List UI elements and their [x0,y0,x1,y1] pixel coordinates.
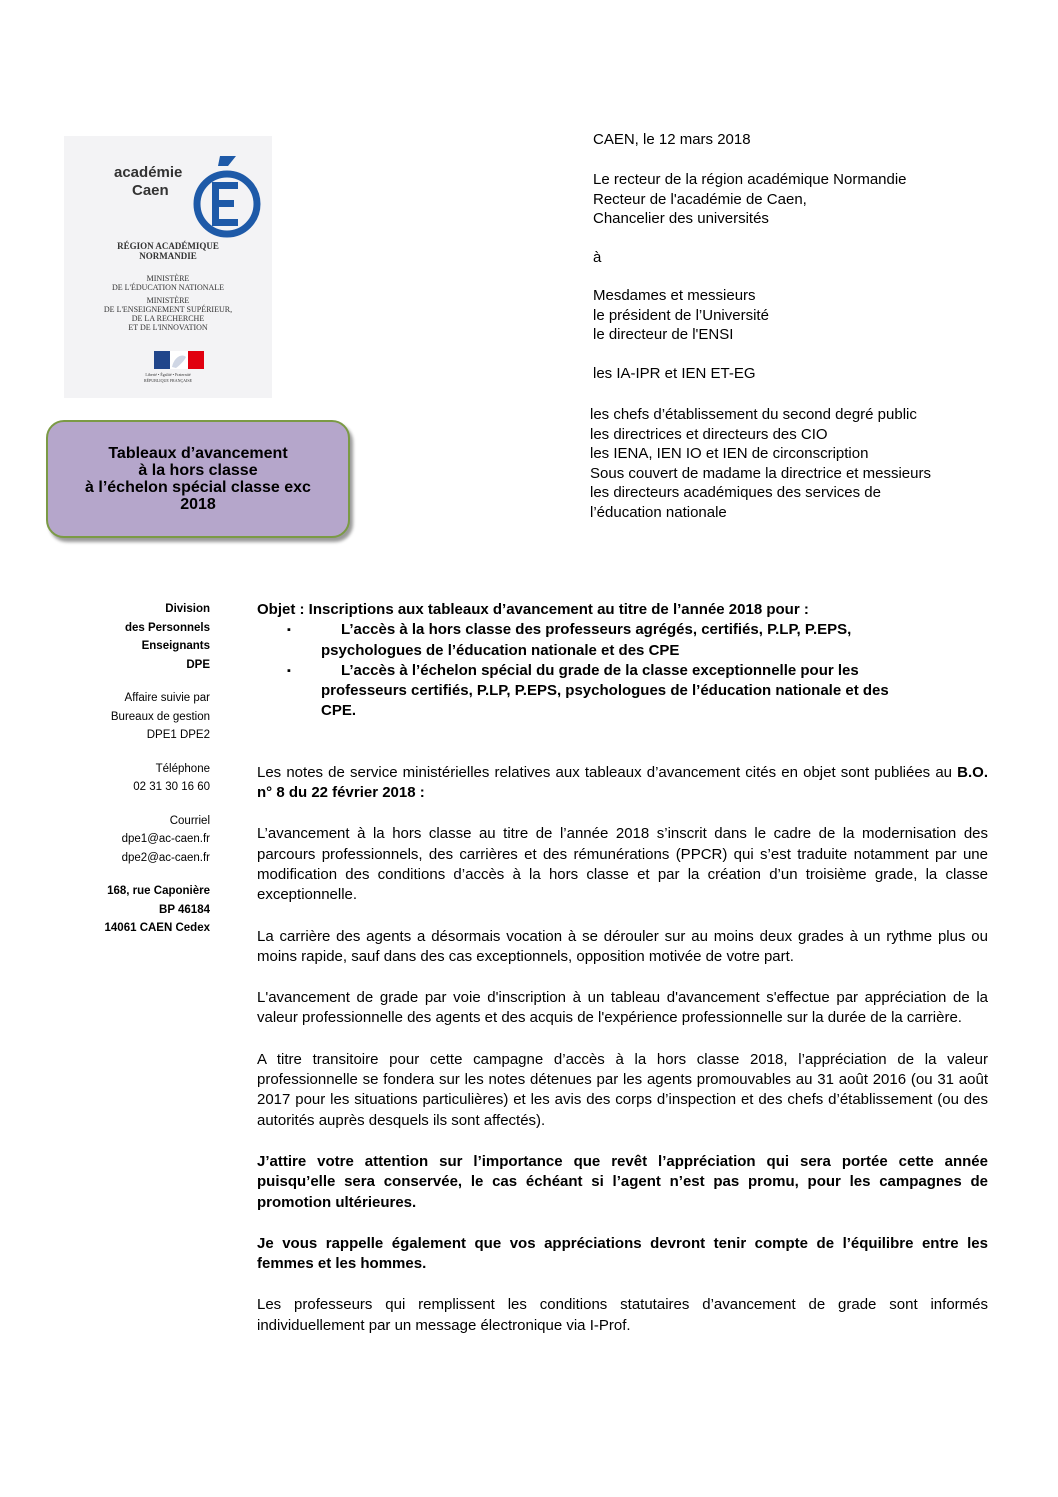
telephone-block: Téléphone 02 31 30 16 60 [60,760,210,797]
sender-contact-sidebar [60,600,210,938]
logo-region: RÉGION ACADÉMIQUE NORMANDIE [117,241,219,261]
emphasis-paragraph: J’attire votre attention sur l’importance que revêt l’appréciation qui sera portée cette année puisqu’elle sera conservée, le cas échéant si l’agent n’est pas promu, pour les campagnes de promotion ultérieures. [257,1152,988,1211]
paragraph: L'avancement de grade par voie d'inscription à un tableau d'avancement s'effectue par appréciation de la valeur professionnelle des agents et des acquis de l'expérience professionnelle sur la durée de la carrière. [257,989,988,1027]
title-line: à la hors classe [138,462,258,479]
logo-ministry-higher-ed: MINISTÈRE DE L'ENSEIGNEMENT SUPÉRIEUR, DE LA RECHERCHE ET DE L'INNOVATION [103,296,233,332]
division-name: Division des Personnels Enseignants DPE [124,603,210,671]
bo-reference: B.O. n° 8 du 22 février 2018 : [257,763,988,802]
paragraph: A titre transitoire pour cette campagne d’accès à la hors classe 2018, l’appréciation de la valeur professionnelle se fondera sur les notes détenues par les agents promouvables au 31 août 2016 (ou 31 août 2017 pour les situations particulières) et les avis des corps d’inspection et des chefs d’établissement (ou des autorités auprès desquels ils sont affectés). [257,1050,988,1129]
title-year: 2018 [180,496,216,513]
paragraph: Les professeurs qui remplissent les conditions statutaires d’avancement de grade sont informés individuellement par un message électronique via I-Prof. [257,1296,988,1334]
letter-date: CAEN, le 12 mars 2018 [593,131,751,148]
academie-e-emblem-icon [192,154,262,238]
paragraph: La carrière des agents a désormais vocation à se dérouler sur au moins deux grades à un rythme plus ou moins rapide, sauf dans des cas exceptionnels, opposition motivée de votre part. [257,927,988,965]
recipient-block-2: les chefs d’établissement du second degré public les directrices et directeurs des CIO les IENA, IEN IO et IEN de circonscription Sous couvert de madame la directrice et messieurs les directeurs académiques des services de l’éducation nationale [590,406,931,521]
paragraph: L’avancement à la hors classe au titre de l’année 2018 s’inscrit dans le cadre de la modernisation des parcours professionnels, des carrières et des rémunérations (PPCR) qui s’est traduite notamment par une modification des conditions d’accès à la hors classe et par la création d’un troisième grade, la classe exceptionnelle. [257,825,988,904]
paragraph: Les notes de service ministérielles relatives aux tableaux d’avancement cités en objet sont publiées au B.O. n° 8 du 22 février 2018 : [257,763,988,802]
letter-subject: Objet : Inscriptions aux tableaux d’avancement au titre de l’année 2018 pour : [257,601,809,618]
subject-bullet: ▪ L’accès à l’échelon spécial du grade de la classe exceptionnelle pour les professeurs certifiés, P.LP, P.EPS, psychologues de l’éducation nationale et des CPE. [287,661,889,720]
letter-body [257,600,988,1336]
logo-ministry-education: MINISTÈRE DE L'ÉDUCATION NATIONALE [111,274,225,292]
recipient-block-1: Mesdames et messieurs le président de l’Université le directeur de l'ENSI [593,287,769,343]
academie-logo [64,136,272,398]
bullet-square-icon: ▪ [287,624,291,637]
title-line: à l’échelon spécial classe exc [85,479,311,496]
logo-motto: Liberté • Égalité • Fraternité [145,372,191,377]
email-address: dpe1@ac-caen.fr [121,833,210,845]
title-line: Tableaux d’avancement [108,445,288,462]
postal-address: 168, rue Caponière BP 46184 14061 CAEN Cedex [104,885,210,934]
affaire-suivie: Affaire suivie par Bureaux de gestion DPE1 DPE2 [110,692,210,741]
emphasis-paragraph: Je vous rappelle également que vos appréciations devront tenir compte de l’équilibre entre les femmes et les hommes. [257,1234,988,1273]
email-block: Courriel dpe1@ac-caen.fr dpe2@ac-caen.fr [60,812,210,868]
telephone-number: 02 31 30 16 60 [133,781,210,793]
sender-block: Le recteur de la région académique Normandie Recteur de l'académie de Caen, Chancelier des universités [593,171,907,227]
logo-republic: RÉPUBLIQUE FRANÇAISE [143,378,193,383]
recipient-inspectors: les IA-IPR et IEN ET-EG [593,365,756,382]
logo-caen-word: Caen [132,182,169,199]
marianne-flag-icon [154,351,204,369]
recipient-to: à [593,249,602,266]
document-title-box [46,420,350,538]
subject-bullet: ▪ L’accès à la hors classe des professeurs agrégés, certifiés, P.LP, P.EPS, psychologues de l’éducation nationale et des CPE [287,621,852,659]
email-address: dpe2@ac-caen.fr [121,851,210,864]
logo-academie-word: académie [114,164,183,181]
bullet-square-icon: ▪ [287,664,291,677]
